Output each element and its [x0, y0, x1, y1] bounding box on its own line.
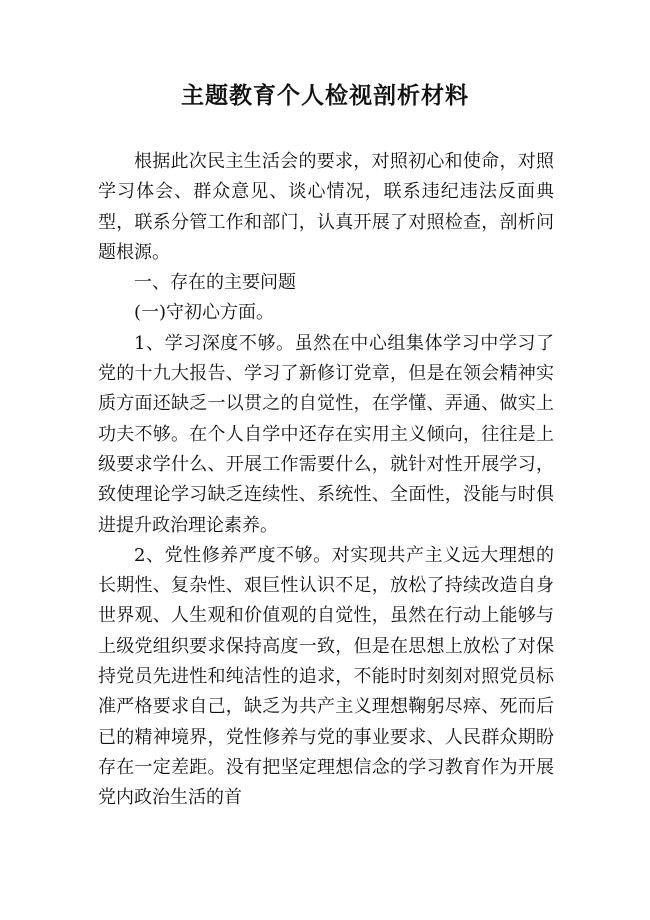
subsection-heading: (一)守初心方面。: [134, 302, 275, 324]
document-body: [98, 147, 554, 814]
paragraph-item-2: 2、党性修养严度不够。对实现共产主义远大理想的长期性、复杂性、艰巨性认识不足，放松了持续改造自身世界观、人生观和价值观的自觉性，虽然在行动上能够与上级党组织要求保持高度一致，但是在思想上放松了对保持党员先进性和纯洁性的追求，不能时时刻刻对照党员标准严格要求自己，缺乏为共产主义理想鞠躬尽瘁、死而后已的精神境界，党性修养与党的事业要求、人民群众期盼存在一定差距。没有把坚定理想信念的学习教育作为开展党内政治生活的首: [98, 544, 554, 809]
document-title: 主题教育个人检视剖析材料: [181, 82, 469, 109]
section-heading: 一、存在的主要问题: [134, 272, 296, 294]
paragraph-item-1: 1、学习深度不够。虽然在中心组集体学习中学习了党的十九大报告、学习了新修订党章，但是在领会精神实质方面还缺乏一以贯之的自觉性，在学懂、弄通、做实上功夫不够。在个人自学中还存在实用主义倾向，往往是上级要求学什么、开展工作需要什么，就针对性开展学习，致使理论学习缺乏连续性、系统性、全面性，没能与时俱进提升政治理论素养。: [98, 332, 554, 536]
paragraph-intro: 根据此次民主生活会的要求，对照初心和使命，对照学习体会、群众意见、谈心情况，联系违纪违法反面典型，联系分管工作和部门，认真开展了对照检查，剖析问题根源。: [98, 151, 554, 263]
